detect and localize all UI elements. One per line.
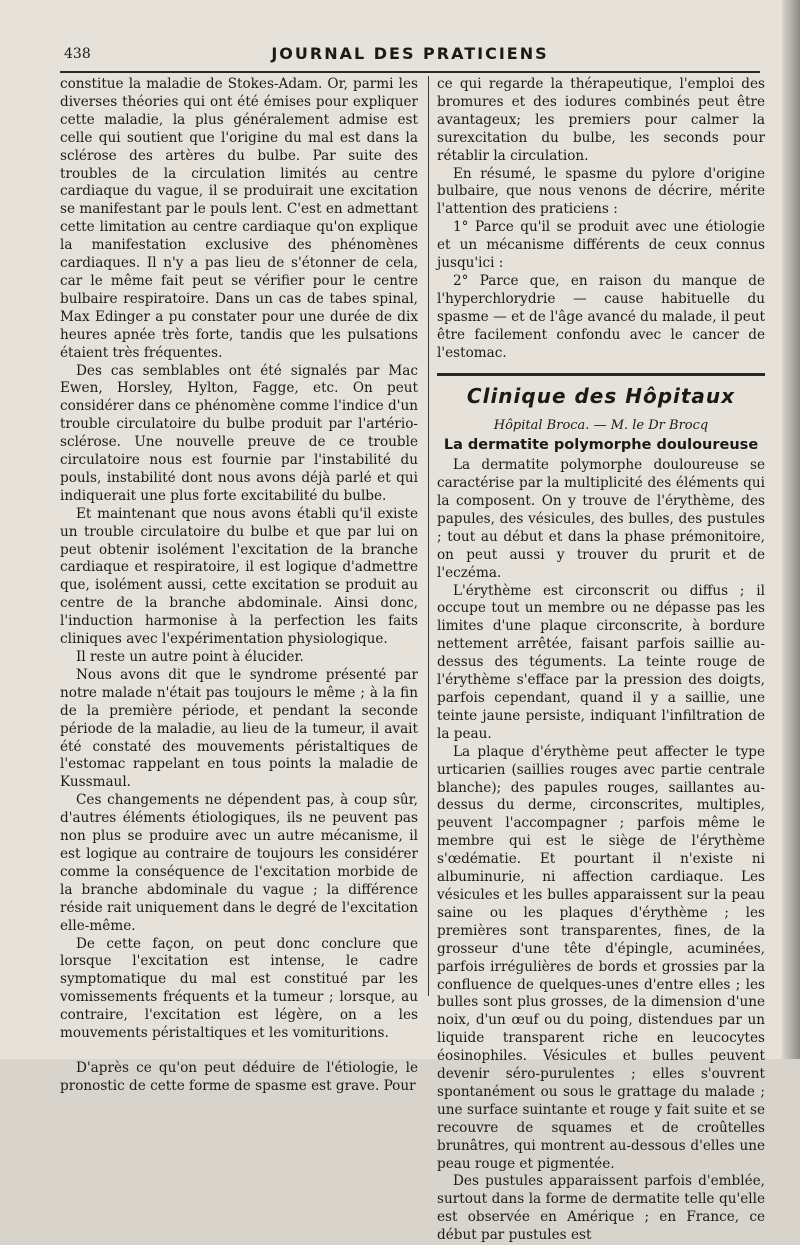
column-divider xyxy=(428,76,429,996)
paragraph: Il reste un autre point à élucider. xyxy=(76,649,304,665)
article-title: La dermatite polymorphe douloureuse xyxy=(443,437,759,454)
page-edge xyxy=(782,0,800,1059)
paragraph: En résumé, le spasme du pylore d'origine bulbaire, que nous venons de décrire, mérite l'attention des praticiens : xyxy=(437,165,765,218)
paragraph: constitue la maladie de Stokes-Adam. Or, parmi les diverses théories qui ont été émises pour expliquer cette maladie, la plus généralement admise est celle qui soutient que l'origine du mal est dans la sclérose des artères du bulbe. Par suite des troubles de la circulation limités au centre cardiaque du vague, il se produirait une excitation se manifestant par le pouls lent. C'est en admettant cette limitation au centre cardiaque qu'on explique la manifestation exclusive des phénomènes cardiaques. Il n'y a pas lieu de s'étonner de cela, car le même fait peut se vérifier pour le centre bulbaire respiratoire. Dans un cas de tabes spinal, Max Edinger a pu constater pour une durée de dix heures apnée très forte, tandis que les pulsations étaient très fréquentes. xyxy=(60,76,418,361)
paragraph: La dermatite polymorphe douloureuse se caractérise par la multiplicité des éléments qui la composent. On y trouve de l'érythème, des papules, des vésicules, des bulles, des pustules ; tout au début et dans la phase prémonitoire, on peut aussi y trouver du prurit et de l'eczéma. xyxy=(437,457,765,581)
paragraph: ce qui regarde la thérapeutique, l'emploi des bromures et des iodures combinés peut être avantageux; les premiers pour calmer la surexcitation du bulbe, les seconds pour rétablir la circulation. xyxy=(437,76,765,164)
right-column xyxy=(437,76,765,1245)
paragraph: Des cas semblables ont été signalés par Mac Ewen, Horsley, Hylton, Fagge, etc. On peut considérer dans ce phénomène comme l'indice d'un trouble circulatoire du bulbe produit par l'artério-sclérose. Une nouvelle preuve de ce trouble circulatoire nous est fournie par l'instabilité du pouls, instabilité dont nous avons déjà parlé et qui indiquerait une plus forte excitabilité du bulbe. xyxy=(60,362,418,504)
paragraph: Des pustules apparaissent parfois d'emblée, surtout dans la forme de dermatite telle qu'elle est observée en Amérique ; en France, ce début par pustules est xyxy=(437,1173,765,1244)
page-number: 438 xyxy=(64,46,91,62)
section-title: Clinique des Hôpitaux xyxy=(466,383,736,408)
paragraph: De cette façon, on peut donc conclure que lorsque l'excitation est intense, le cadre symptomatique du mal est constitué par les vomissements fréquents et la tumeur ; lorsque, au contraire, l'excitation est légère, on a les mouvements péristaltiques et les vomituritions. xyxy=(60,935,418,1042)
paragraph: L'érythème est circonscrit ou diffus ; il occupe tout un membre ou ne dépasse pas les limites d'une plaque circonscrite, à bordure nettement arrêtée, faisant parfois saillie au-dessus des téguments. La teinte rouge de l'érythème s'efface par la pression des doigts, parfois cependant, quand il y a saillie, une teinte jaune persiste, indiquant l'infiltration de la peau. xyxy=(437,582,765,742)
paragraph: Ces changements ne dépendent pas, à coup sûr, d'autres éléments étiologiques, ils ne peuvent pas non plus se produire avec un autre mécanisme, il est logique au contraire de toujours les considérer comme la conséquence de l'excitation morbide de la branche abdominale du vague ; la différence réside rait uniquement dans le degré de l'excitation elle-même. xyxy=(60,792,418,934)
paragraph: D'après ce qu'on peut déduire de l'étiologie, le pronostic de cette forme de spasme est grave. Pour xyxy=(60,1059,418,1094)
paragraph: 2° Parce que, en raison du manque de l'hyperchlorydrie — cause habituelle du spasme — et de l'âge avancé du malade, il peut être facilement confondu avec le cancer de l'estomac. xyxy=(437,272,765,361)
hospital-line: Hôpital Broca. — M. le Dr Brocq xyxy=(493,418,709,434)
paragraph: Nous avons dit que le syndrome présenté par notre malade n'était pas toujours le même ; à la fin de la première période, et pendant la seconde période de la maladie, au lieu de la tumeur, il avait été constaté des mouvements péristaltiques de l'estomac rappelant en tous points la maladie de Kussmaul. xyxy=(60,666,418,791)
paragraph: 1° Parce qu'il se produit avec une étiologie et un mécanisme différents de ceux connus jusqu'ici : xyxy=(437,219,765,272)
section-rule xyxy=(437,373,765,376)
paragraph: Et maintenant que nous avons établi qu'il existe un trouble circulatoire du bulbe et que par lui on peut obtenir isolément l'excitation de la branche cardiaque et respiratoire, il est logique d'admettre que, isolément aussi, cette excitation se produit au centre de la branche abdominale. Ainsi donc, l'induction harmonise à la perfection les faits cliniques avec l'expérimentation physiologique. xyxy=(60,505,418,648)
header-rule xyxy=(60,71,760,73)
left-column xyxy=(60,76,418,1096)
journal-title: JOURNAL DES PRATICIENS xyxy=(271,44,549,63)
paragraph: La plaque d'érythème peut affecter le type urticarien (saillies rouges avec partie centrale blanche); des papules rouges, saillantes au-dessus du derme, circonscrites, multiples, peuvent l'accompagner ; parfois même le membre qui est le siège de l'érythème s'œdématie. Et pourtant il n'existe ni albuminurie, ni affection cardiaque. Les vésicules et les bulles apparaissent sur la peau saine ou les plaques d'érythème ; les premières sont transparentes, fines, de la grosseur d'une tête d'épingle, acuminées, parfois irrégulières de bords et grossies par la confluence de quelques-unes d'entre elles ; les bulles sont plus grosses, de la dimension d'une noix, d'un œuf ou du poing, distendues par un liquide transparent riche en leucocytes éosinophiles. Vésicules et bulles peuvent devenir séro-purulentes ; elles s'ouvrent spontanément ou sous le grattage du malade ; une surface suintante et rouge y fait suite et se recouvre de squames et de croûtelles brunâtres, qui montrent au-dessous d'elles une peau rouge et pigmentée. xyxy=(437,743,765,1172)
page-header xyxy=(60,40,760,70)
